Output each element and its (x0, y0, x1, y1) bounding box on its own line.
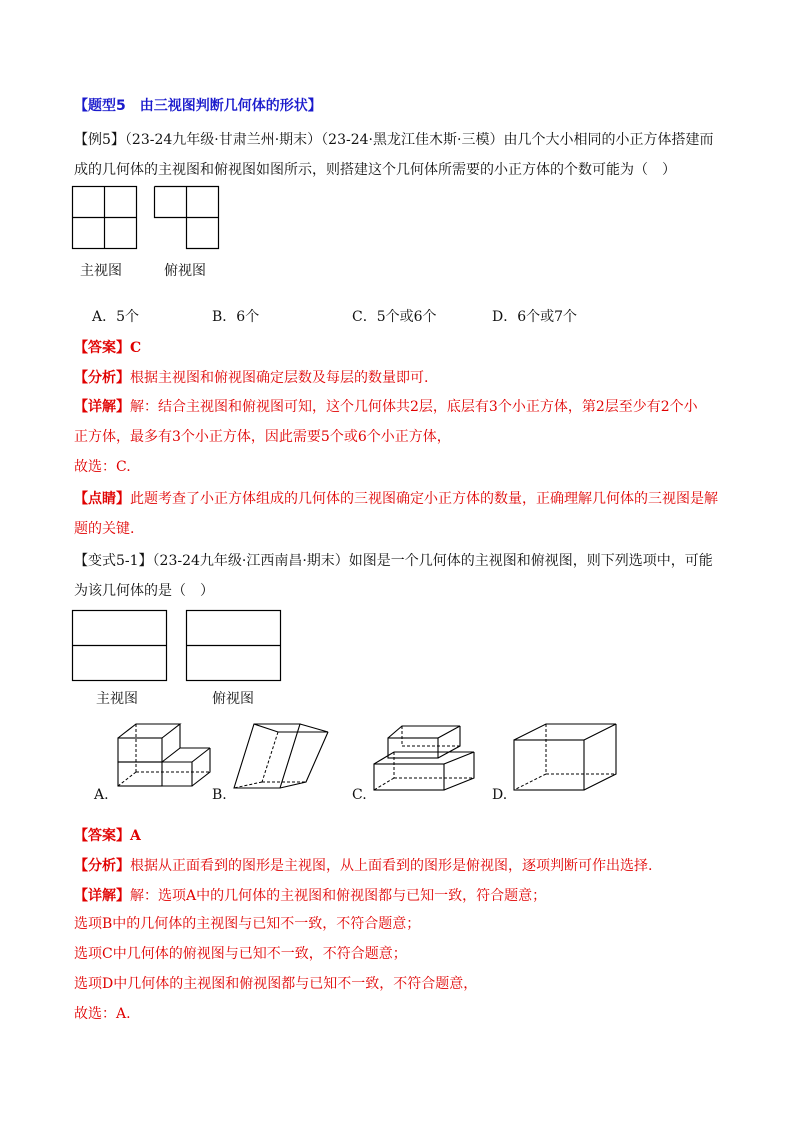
answer-tag: 【答案】 (74, 828, 130, 844)
answer-value: A (130, 828, 141, 844)
variant51-detail-line1 (74, 886, 546, 906)
variant51-line1 (74, 551, 713, 571)
example5-front-view-caption: 主视图 (80, 263, 122, 279)
variant51-option-c-label: C. (352, 787, 367, 803)
variant51-top-view-caption: 俯视图 (212, 691, 254, 707)
example5-line2: 成的几何体的主视图和俯视图如图所示，则搭建这个几何体所需要的小正方体的个数可能为（ ） (74, 162, 676, 178)
example5-option-d: D．6个或7个 (492, 309, 578, 325)
variant51-detail-line4: 选项D中几何体的主视图和俯视图都与已知不一致，不符合题意， (74, 976, 478, 992)
comment-tag: 【点睛】 (74, 491, 130, 507)
variant51-option-a-label: A. (94, 787, 109, 803)
comment-text1: 此题考查了小正方体组成的几何体的三视图确定小正方体的数量，正确理解几何体的三视图是解 (130, 491, 718, 507)
example5-comment-line2: 题的关键. (74, 521, 135, 537)
variant51-option-d-solid (512, 722, 622, 794)
detail-tag: 【详解】 (74, 399, 130, 415)
variant51-detail-line2: 选项B中的几何体的主视图与已知不一致，不符合题意； (74, 916, 421, 932)
analysis-text: 根据主视图和俯视图确定层数及每层的数量即可. (130, 370, 429, 386)
variant51-option-b-label: B. (212, 787, 227, 803)
example5-detail-line1 (74, 397, 698, 417)
answer-value: C (130, 340, 142, 356)
example5-option-c: C．5个或6个 (352, 309, 437, 325)
variant51-detail-line5: 故选：A. (74, 1006, 131, 1022)
example5-analysis (74, 368, 428, 388)
variant51-answer (74, 826, 141, 846)
example5-top-view-figure (154, 186, 224, 250)
example5-comment-line1 (74, 489, 718, 509)
example5-detail-line2: 正方体，最多有3个小正方体，因此需要5个或6个小正方体， (74, 429, 451, 445)
example5-answer (74, 338, 141, 358)
example5-option-a: A．5个 (92, 309, 140, 325)
detail-text1: 解：结合主视图和俯视图可知，这个几何体共2层，底层有3个小正方体，第2层至少有2个小 (130, 399, 698, 415)
analysis-tag: 【分析】 (74, 370, 130, 386)
variant51-text1: （23-24九年级·江西南昌·期末）如图是一个几何体的主视图和俯视图，则下列选项中，可能 (152, 553, 713, 569)
variant51-front-view-figure (72, 610, 168, 682)
variant51-front-view-caption: 主视图 (96, 691, 138, 707)
example5-line1 (74, 130, 713, 150)
section-title: 【题型5 由三视图判断几何体的形状】 (74, 98, 322, 114)
example5-detail-line3: 故选：C. (74, 459, 131, 475)
variant51-option-c-solid (372, 722, 482, 794)
detail-text1: 解：选项A中的几何体的主视图和俯视图都与已知一致，符合题意； (130, 888, 547, 904)
example5-text1: （23-24九年级·甘肃兰州·期末）（23-24·黑龙江佳木斯·三模）由几个大小相同的小正方体搭建而 (124, 132, 714, 148)
example5-label: 【例5】 (74, 132, 125, 148)
example5-front-view-figure (72, 186, 142, 250)
detail-tag: 【详解】 (74, 888, 130, 904)
variant51-detail-line3: 选项C中几何体的俯视图与已知不一致，不符合题意； (74, 946, 407, 962)
variant51-option-d-label: D. (492, 787, 508, 803)
analysis-text: 根据从正面看到的图形是主视图，从上面看到的图形是俯视图，逐项判断可作出选择. (130, 858, 653, 874)
variant51-line2: 为该几何体的是（ ） (74, 583, 214, 599)
variant51-option-b-solid (232, 722, 332, 794)
variant51-top-view-figure (186, 610, 282, 682)
variant51-analysis (74, 856, 652, 876)
variant51-label: 【变式5-1】 (74, 553, 153, 569)
answer-tag: 【答案】 (74, 340, 130, 356)
example5-top-view-caption: 俯视图 (164, 263, 206, 279)
variant51-option-a-solid (112, 722, 212, 794)
example5-option-b: B．6个 (212, 309, 260, 325)
analysis-tag: 【分析】 (74, 858, 130, 874)
